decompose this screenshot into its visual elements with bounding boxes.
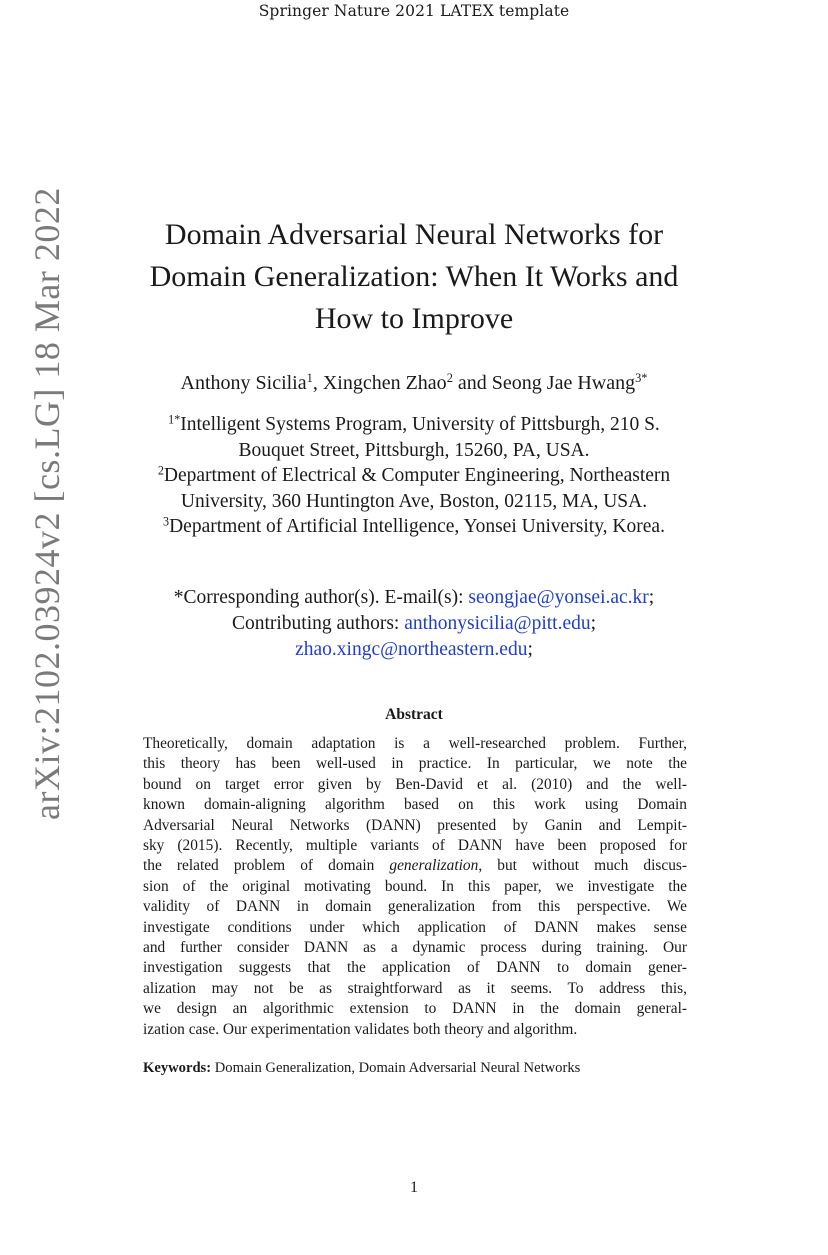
keywords-text: Domain Generalization, Domain Adversarial Neural Networks — [211, 1060, 581, 1076]
author-affiliation-mark: 3* — [635, 371, 648, 386]
keywords-label: Keywords: — [143, 1060, 212, 1076]
corresponding-author-line — [100, 585, 728, 611]
title-line: How to Improve — [314, 302, 514, 335]
abstract-body — [143, 734, 687, 1040]
affiliation-text: Department of Electrical & Computer Engineering, Northeastern — [163, 465, 671, 486]
author-list — [100, 372, 728, 395]
author-separator: and — [452, 372, 492, 394]
author-affiliation-mark: 2 — [446, 371, 453, 386]
abstract-line: validity of DANN in domain generalization from this perspective. We — [143, 898, 687, 916]
abstract-line: bound on target error given by Ben-David et al. (2010) and the well- — [143, 775, 687, 793]
contributing-authors-line — [100, 637, 728, 663]
affiliation-line — [100, 463, 728, 489]
affiliation-mark: 1* — [168, 412, 181, 427]
page-number: 1 — [410, 1179, 418, 1196]
contributing-authors-line — [100, 611, 728, 637]
contributing-email-link[interactable]: anthonysicilia@pitt.edu — [404, 613, 591, 634]
affiliation-text: Intelligent Systems Program, University of Pittsburgh, 210 S. — [180, 414, 660, 435]
abstract-emphasis: generalization — [389, 857, 479, 875]
affiliations — [100, 412, 728, 540]
abstract-line: Theoretically, domain adaptation is a well-researched problem. Further, — [143, 735, 687, 752]
abstract-line: known domain-aligning algorithm based on this work using Domain — [143, 796, 687, 814]
author-name: Seong Jae Hwang — [491, 372, 636, 394]
affiliation-line — [100, 412, 728, 438]
corresponding-label: *Corresponding author(s). E-mail(s): — [173, 587, 469, 608]
separator: ; — [527, 639, 533, 660]
contact-info — [100, 585, 728, 663]
paper-title — [100, 214, 728, 340]
keywords — [143, 1060, 703, 1077]
abstract-text: the related problem of domain — [143, 857, 390, 875]
affiliation-mark: 2 — [157, 463, 164, 478]
abstract-line: investigation suggests that the application of DANN to domain gener- — [143, 959, 687, 977]
title-line: Domain Adversarial Neural Networks for — [164, 218, 664, 251]
abstract-heading: Abstract — [385, 706, 443, 723]
affiliation-line — [100, 514, 728, 540]
running-header: Springer Nature 2021 LATEX template — [258, 2, 570, 20]
title-line: Domain Generalization: When It Works and — [149, 260, 679, 293]
abstract-line: and further consider DANN as a dynamic process during training. Our — [143, 939, 687, 957]
abstract-line: this theory has been well-used in practice. In particular, we note the — [143, 755, 687, 773]
contributing-label: Contributing authors: — [231, 613, 405, 634]
abstract-text: , but without much discus- — [478, 857, 687, 875]
separator: ; — [590, 613, 597, 634]
abstract-line: sky (2015). Recently, multiple variants of DANN have been proposed for — [143, 837, 687, 855]
author-separator: , — [312, 372, 323, 394]
separator: ; — [648, 587, 655, 608]
arxiv-identifier[interactable]: arXiv:2102.03924v2 [cs.LG] 18 Mar 2022 — [27, 187, 67, 820]
affiliation-line: University, 360 Huntington Ave, Boston, 02115, MA, USA. — [180, 490, 648, 512]
affiliation-mark: 3 — [163, 514, 170, 529]
abstract-line: investigate conditions under which application of DANN makes sense — [143, 918, 687, 936]
affiliation-line: Bouquet Street, Pittsburgh, 15260, PA, USA. — [238, 439, 590, 461]
abstract-line: alization may not be as straightforward as it seems. To address this, — [143, 979, 687, 997]
abstract-line: Adversarial Neural Networks (DANN) presented by Ganin and Lempit- — [143, 816, 687, 834]
abstract-line: ization case. Our experimentation validates both theory and algorithm. — [143, 1020, 578, 1038]
contributing-email-link[interactable]: zhao.xingc@northeastern.edu — [295, 639, 528, 660]
abstract-line — [143, 856, 687, 876]
author-affiliation-mark: 1 — [306, 371, 313, 386]
author-name: Xingchen Zhao — [322, 372, 447, 394]
author-name: Anthony Sicilia — [180, 372, 307, 394]
abstract-line: we design an algorithmic extension to DANN in the domain general- — [143, 1000, 687, 1018]
abstract-line: sion of the original motivating bound. In this paper, we investigate the — [143, 877, 687, 895]
corresponding-email-link[interactable]: seongjae@yonsei.ac.kr — [468, 587, 649, 608]
affiliation-text: Department of Artificial Intelligence, Yonsei University, Korea. — [169, 516, 665, 537]
